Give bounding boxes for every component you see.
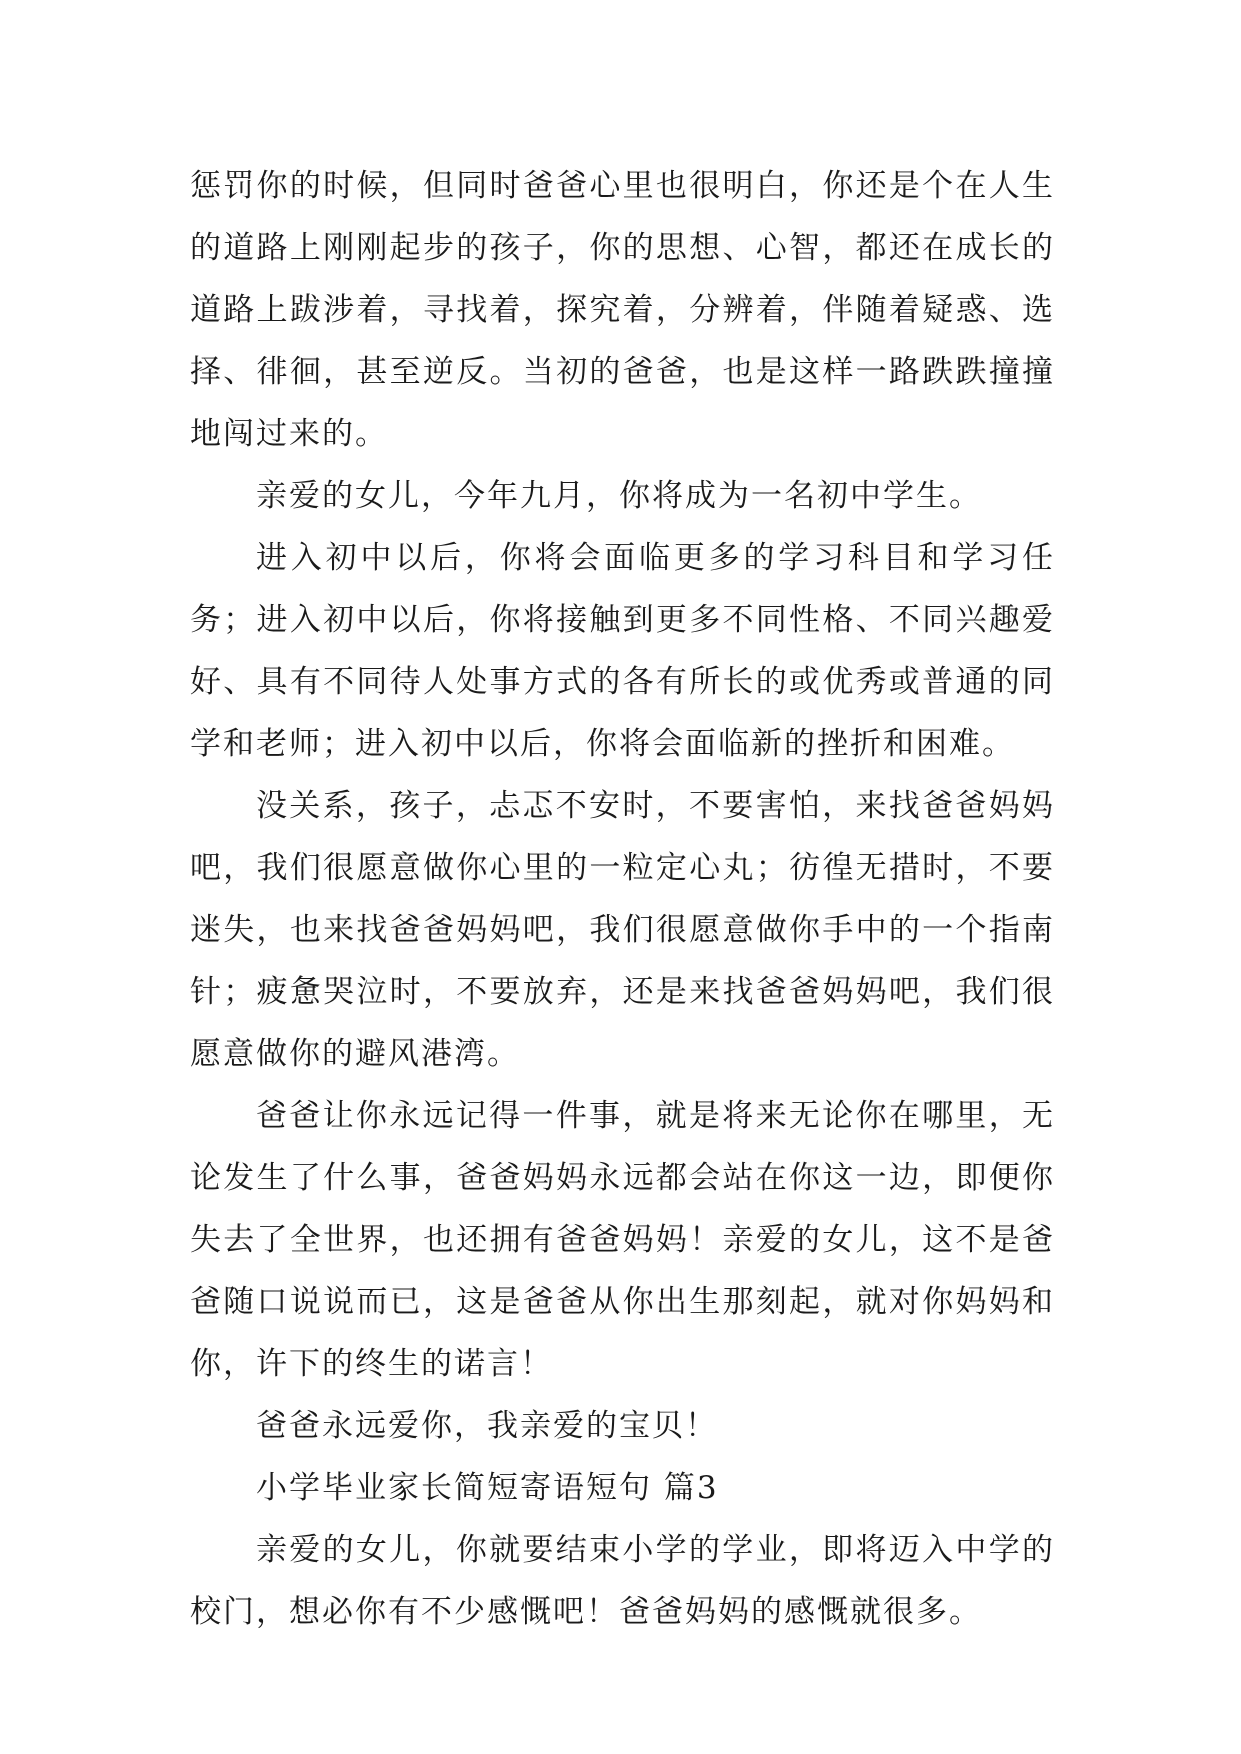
section-heading: 小学毕业家长简短寄语短句 篇3 (256, 1470, 719, 1506)
paragraph: 爸爸让你永远记得一件事，就是将来无论你在哪里，无论发生了什么事，爸爸妈妈永远都会站在你这一边，即便你失去了全世界，也还拥有爸爸妈妈！亲爱的女儿，这不是爸爸随口说说而已，这是爸爸从你出生那刻起，就对你妈妈和你，许下的终生的诺言！ (190, 1098, 1055, 1382)
document-body (190, 155, 1055, 1643)
paragraph: 亲爱的女儿，今年九月，你将成为一名初中学生。 (256, 478, 982, 514)
paragraph: 进入初中以后，你将会面临更多的学习科目和学习任务；进入初中以后，你将接触到更多不同性格、不同兴趣爱好、具有不同待人处事方式的各有所长的或优秀或普通的同学和老师；进入初中以后，你将会面临新的挫折和困难。 (190, 540, 1055, 762)
paragraph: 亲爱的女儿，你就要结束小学的学业，即将迈入中学的校门，想必你有不少感慨吧！爸爸妈妈的感慨就很多。 (190, 1532, 1055, 1630)
paragraph: 爸爸永远爱你，我亲爱的宝贝！ (256, 1408, 718, 1444)
paragraph-continuation: 惩罚你的时候，但同时爸爸心里也很明白，你还是个在人生的道路上刚刚起步的孩子，你的思想、心智，都还在成长的道路上跋涉着，寻找着，探究着，分辨着，伴随着疑惑、选择、徘徊，甚至逆反。当初的爸爸，也是这样一路跌跌撞撞地闯过来的。 (190, 168, 1055, 452)
paragraph: 没关系，孩子，忐忑不安时，不要害怕，来找爸爸妈妈吧，我们很愿意做你心里的一粒定心丸；彷徨无措时，不要迷失，也来找爸爸妈妈吧，我们很愿意做你手中的一个指南针；疲惫哭泣时，不要放弃，还是来找爸爸妈妈吧，我们很愿意做你的避风港湾。 (190, 788, 1055, 1072)
